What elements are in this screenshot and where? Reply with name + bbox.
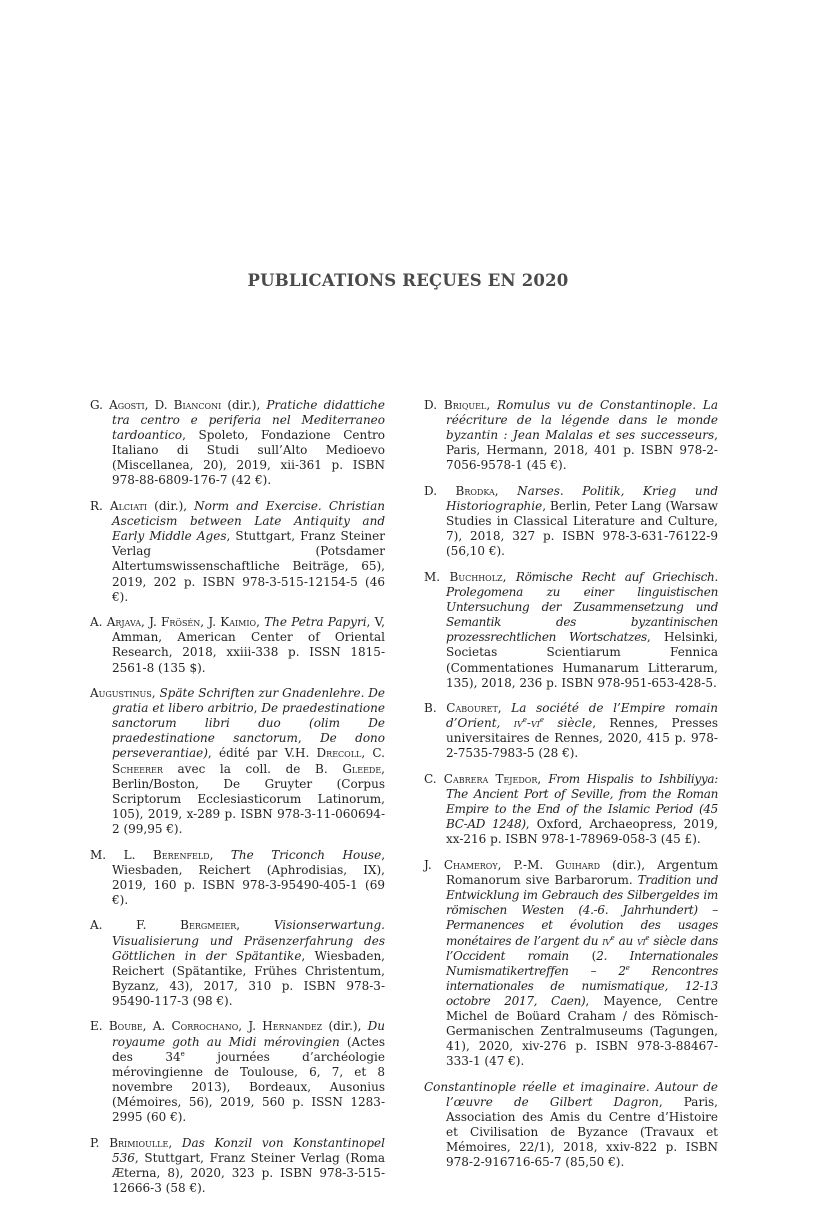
book-title: Romulus vu de Constantinople. La réécriture de la légende dans le monde byzantin : Jean Malalas et ses successeurs (446, 398, 718, 443)
author-name: Bergmeier (180, 918, 237, 933)
author-name: Brodka (455, 483, 495, 498)
book-title: Constantinople réelle et imaginaire. Autour de l’œuvre de Gilbert Dagron (424, 1079, 718, 1109)
author-name: Augustinus (90, 686, 152, 701)
bibliography-entry: J. Chameroy, P.-M. Guihard (dir.), Argentum Romanorum sive Barbarorum. Tradition und Entwicklung im Gebrauch des Silbergeldes im römischen Westen (4.-6. Jahrhundert) – Permanences et évolution des usages monétaires de l’argent du $iv^e$ au $vi^e$ siècle dans l’Occident romain (2. Internationales Numismatikertreffen – 2e Rencontres internationales de numismatique, 12-13 octobre 2017, Caen), Mayence, Centre Michel de Boüard Craham / des Römisch-Germanischen Zentralmuseums (Tagungen, 41), 2020, xiv-276 p. ISBN 978-3-88467-333-1 (47 €). (424, 858, 718, 1069)
bibliography-entry: M. L. Berenfeld, The Triconch House, Wiesbaden, Reichert (Aphrodisias, IX), 2019, 160 p. ISBN 978-3-95490-405-1 (69 €). (90, 847, 386, 907)
author-name: Frösén (161, 615, 201, 630)
author-name: Berenfeld (152, 847, 210, 862)
book-title: The Petra Papyri (264, 615, 367, 630)
book-title: La société de l’Empire romain d’Orient, $iv^e-vi^e$ siècle (446, 701, 718, 731)
bibliography-entry: M. Buchholz, Römische Recht auf Griechisch. Prolegomena zu einer linguistischen Untersuchung der Zusammensetzung und Semantik des byzantinischen prozessrechtlichen Wortschatzes, Helsinki, Societas Scientiarum Fennica (Commentationes Humanarum Litterarum, 135), 2018, 236 p. ISBN 978-951-653-428-5. (424, 569, 718, 690)
author-name: Briquel (443, 398, 487, 412)
book-title: From Hispalis to Ishbiliyya: The Ancient Port of Seville, from the Roman Empire to the End of the Islamic Period (45 BC-AD 1248) (446, 772, 718, 832)
author-name: Bianconi (173, 398, 222, 412)
bibliography-entry: D. Briquel, Romulus vu de Constantinople. La réécriture de la légende dans le monde byzantin : Jean Malalas et ses successeurs, Paris, Hermann, 2018, 401 p. ISBN 978-2-7056-9578-1 (45 €). (424, 398, 718, 473)
book-title: De praedestinatione sanctorum libri duo (olim De praedestinatione sanctorum (112, 701, 385, 746)
editor-name: Gleede (342, 761, 382, 776)
book-title: Römische Recht auf Griechisch. Prolegomena zu einer linguistischen Untersuchung der Zusammensetzung und Semantik des byzantinischen prozessrechtlichen Wortschatzes (446, 569, 718, 645)
conference-title: 2. Internationales Numismatikertreffen – 2e Rencontres internationales de numismatique, 12-13 octobre 2017, Caen) (446, 948, 718, 1008)
page-title: PUBLICATIONS REÇUES EN 2020 (247, 271, 569, 290)
editor-name: Drecoll (316, 746, 362, 761)
book-title: Du royaume goth au Midi mérovingien (112, 1019, 386, 1049)
book-title: Tradition und Entwicklung im Gebrauch des Silbergeldes im römischen Westen (4.-6. Jahrhundert) – Permanences et évolution des usages monétaires de l’argent du $iv^e$ au $vi^e$ siècle dans l’Occident romain (446, 873, 718, 963)
left-column (90, 398, 385, 1207)
author-name: Arjava (106, 615, 142, 630)
bibliography-entry: B. Cabouret, La société de l’Empire romain d’Orient, $iv^e-vi^e$ siècle, Rennes, Presses universitaires de Rennes, 2020, 415 p. 978-2-7535-7983-5 (28 €). (424, 701, 718, 761)
author-name: Boube (108, 1019, 143, 1034)
author-name: Corrochano (171, 1019, 239, 1034)
author-name: Alciati (109, 499, 148, 514)
bibliography-entry: E. Boube, A. Corrochano, J. Hernandez (dir.), Du royaume goth au Midi mérovingien (Actes des 34e journées d’archéologie mérovingienne de Toulouse, 6, 7, et 8 novembre 2013), Bordeaux, Ausonius (Mémoires, 56), 2019, 560 p. ISSN 1283-2995 (60 €). (90, 1019, 386, 1125)
book-title: The Triconch House (230, 847, 382, 862)
book-title: Das Konzil von Konstantinopel 536 (112, 1135, 385, 1165)
bibliography-entry: Augustinus, Späte Schriften zur Gnadenlehre. De gratia et libero arbitrio, De praedestinatione sanctorum libri duo (olim De praedestinatione sanctorum, De dono perseverantiae), édité par V.H. Drecoll, C. Scheerer avec la coll. de B. Gleede, Berlin/Boston, De Gruyter (Corpus Scriptorum Ecclesiasticorum Latinorum, 105), 2019, x-289 p. ISBN 978-3-11-060694-2 (99,95 €). (90, 686, 385, 836)
book-title: De dono perseverantiae) (112, 731, 385, 761)
author-name: Guihard (555, 858, 600, 873)
author-name: Hernandez (262, 1019, 323, 1034)
author-name: Cabouret (446, 701, 498, 716)
editor-name: Scheerer (112, 761, 163, 776)
bibliography-entry: Constantinople réelle et imaginaire. Autour de l’œuvre de Gilbert Dagron, Paris, Association des Amis du Centre d’Histoire et Civilisation de Byzance (Travaux et Mémoires, 22/1), 2018, xxiv-822 p. ISBN 978-2-916716-65-7 (85,50 €). (424, 1079, 718, 1170)
author-name: Cabrera Tejedor (443, 772, 538, 787)
bibliography-entry: R. Alciati (dir.), Norm and Exercise. Christian Asceticism between Late Antiquity and Early Middle Ages, Stuttgart, Franz Steiner Verlag (Potsdamer Altertumswissenschaftliche Beiträge, 65), 2019, 202 p. ISBN 978-3-515-12154-5 (46 €). (90, 499, 386, 604)
bibliography-entry: G. Agosti, D. Bianconi (dir.), Pratiche didattiche tra centro e periferia nel Mediterraneo tardoantico, Spoleto, Fondazione Centro Italiano di Studi sull’Alto Medioevo (Miscellanea, 20), 2019, xii-361 p. ISBN 978-88-6809-176-7 (42 €). (90, 398, 386, 488)
book-title: Norm and Exercise. Christian Asceticism between Late Antiquity and Early Middle Ages (112, 499, 386, 544)
right-column (424, 398, 718, 1181)
bibliography-entry: C. Cabrera Tejedor, From Hispalis to Ishbiliyya: The Ancient Port of Seville, from the Roman Empire to the End of the Islamic Period (45 BC-AD 1248), Oxford, Archaeopress, 2019, xx-216 p. ISBN 978-1-78969-058-3 (45 £). (424, 772, 718, 847)
author-name: Chameroy (443, 858, 498, 873)
book-title: Visionserwartung. Visualisierung und Präsenzerfahrung des Göttlichen in der Spätantike (112, 918, 385, 963)
bibliography-entry: D. Brodka, Narses. Politik, Krieg und Historiographie, Berlin, Peter Lang (Warsaw Studies in Classical Literature and Culture, 7), 2018, 327 p. ISBN 978-3-631-76122-9 (56,10 €). (424, 483, 718, 559)
author-name: Buchholz (449, 569, 503, 584)
author-name: Kaimio (220, 615, 257, 630)
book-title: Späte Schriften zur Gnadenlehre. De gratia et libero arbitrio (112, 686, 385, 716)
bibliography-entry: A. Arjava, J. Frösén, J. Kaimio, The Petra Papyri, V, Amman, American Center of Oriental Research, 2018, xxiii-338 p. ISSN 1815-2561-8 (135 $). (90, 615, 385, 675)
bibliography-entry: A. F. Bergmeier, Visionserwartung. Visualisierung und Präsenzerfahrung des Göttlichen in der Spätantike, Wiesbaden, Reichert (Spätantike, Frühes Christentum, Byzanz, 43), 2017, 310 p. ISBN 978-3-95490-117-3 (98 €). (90, 918, 385, 1008)
author-name: Brimioulle (109, 1135, 169, 1150)
bibliography-entry: P. Brimioulle, Das Konzil von Konstantinopel 536, Stuttgart, Franz Steiner Verlag (Roma Æterna, 8), 2020, 323 p. ISBN 978-3-515-12666-3 (58 €). (90, 1135, 385, 1195)
book-title: Pratiche didattiche tra centro e periferia nel Mediterraneo tardoantico (112, 398, 386, 443)
author-name: Agosti (109, 398, 145, 412)
book-title: Narses. Politik, Krieg und Historiographie (446, 483, 718, 514)
